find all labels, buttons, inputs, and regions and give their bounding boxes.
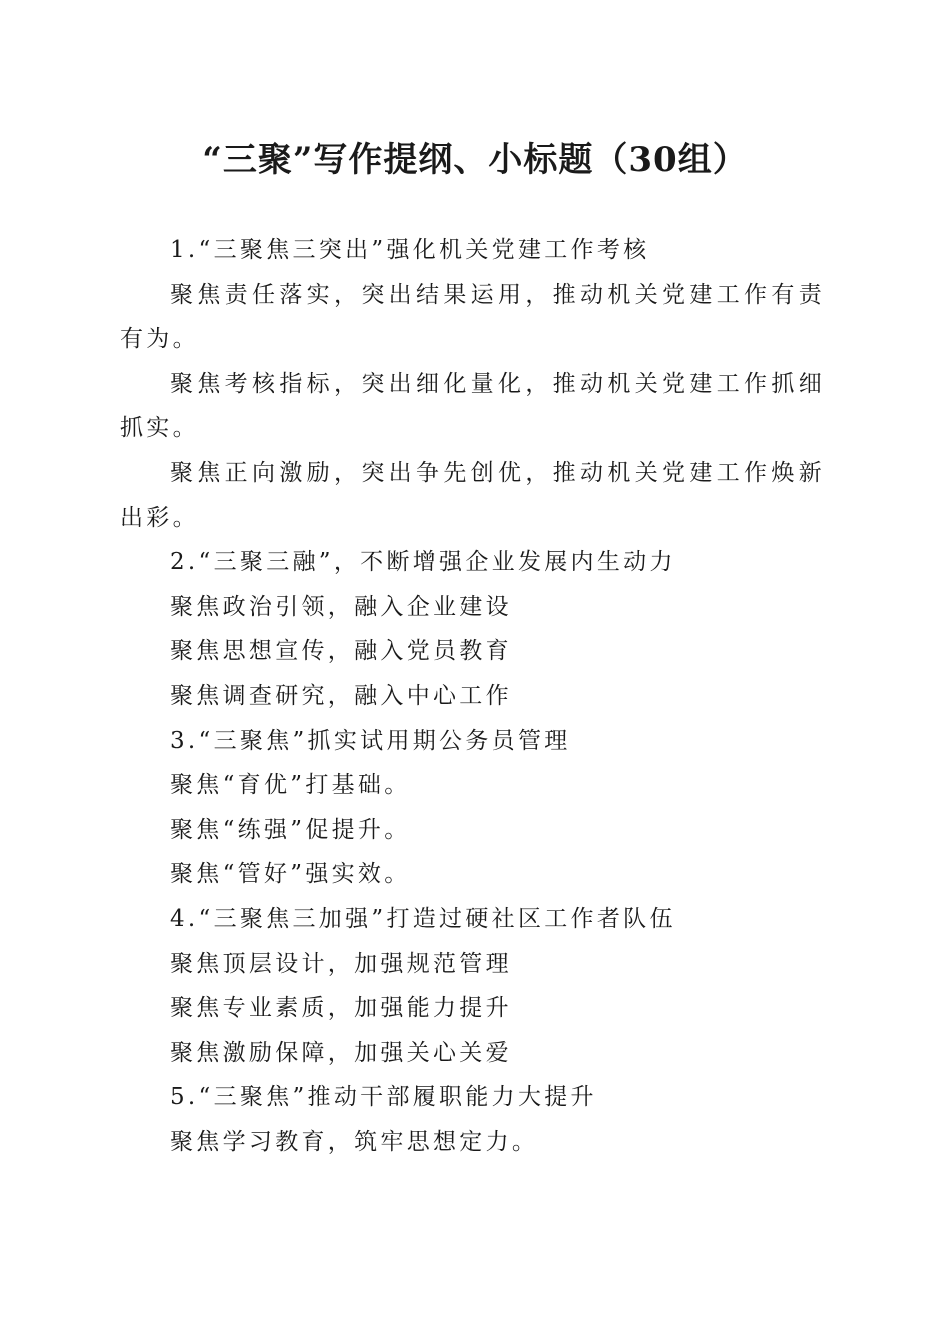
paragraph: 聚焦调查研究，融入中心工作 [170, 682, 512, 709]
paragraph: 聚焦“管好”强实效。 [170, 861, 411, 888]
heading-1: 1.“三聚焦三突出”强化机关党建工作考核 [170, 237, 650, 263]
paragraph: 聚焦思想宣传，融入党员教育 [170, 638, 512, 665]
paragraph: 聚焦“练强”促提升。 [170, 816, 411, 843]
paragraph: 聚焦“育优”打基础。 [170, 772, 411, 799]
paragraph: 聚焦专业素质，加强能力提升 [170, 995, 512, 1022]
heading-4: 4.“三聚焦三加强”打造过硬社区工作者队伍 [170, 905, 676, 932]
paragraph: 聚焦政治引领，融入企业建设 [170, 593, 512, 620]
paragraph: 聚焦学习教育，筑牢思想定力。 [170, 1128, 539, 1155]
heading-3: 3.“三聚焦”抓实试用期公务员管理 [170, 727, 571, 754]
paragraph: 聚焦激励保障，加强关心关爱 [170, 1039, 512, 1066]
paragraph: 聚焦顶层设计，加强规范管理 [170, 950, 512, 977]
heading-2: 2.“三聚三融”，不断增强企业发展内生动力 [170, 549, 676, 576]
paragraph: 聚焦责任落实，突出结果运用，推动机关党建工作有责有为。 [120, 281, 825, 353]
heading-5: 5.“三聚焦”推动干部履职能力大提升 [170, 1084, 597, 1111]
document-title: “三聚”写作提纲、小标题（30组） [202, 140, 748, 180]
paragraph: 聚焦正向激励，突出争先创优，推动机关党建工作焕新出彩。 [120, 459, 825, 531]
paragraph: 聚焦考核指标，突出细化量化，推动机关党建工作抓细抓实。 [120, 370, 825, 442]
document-body [120, 228, 825, 1164]
